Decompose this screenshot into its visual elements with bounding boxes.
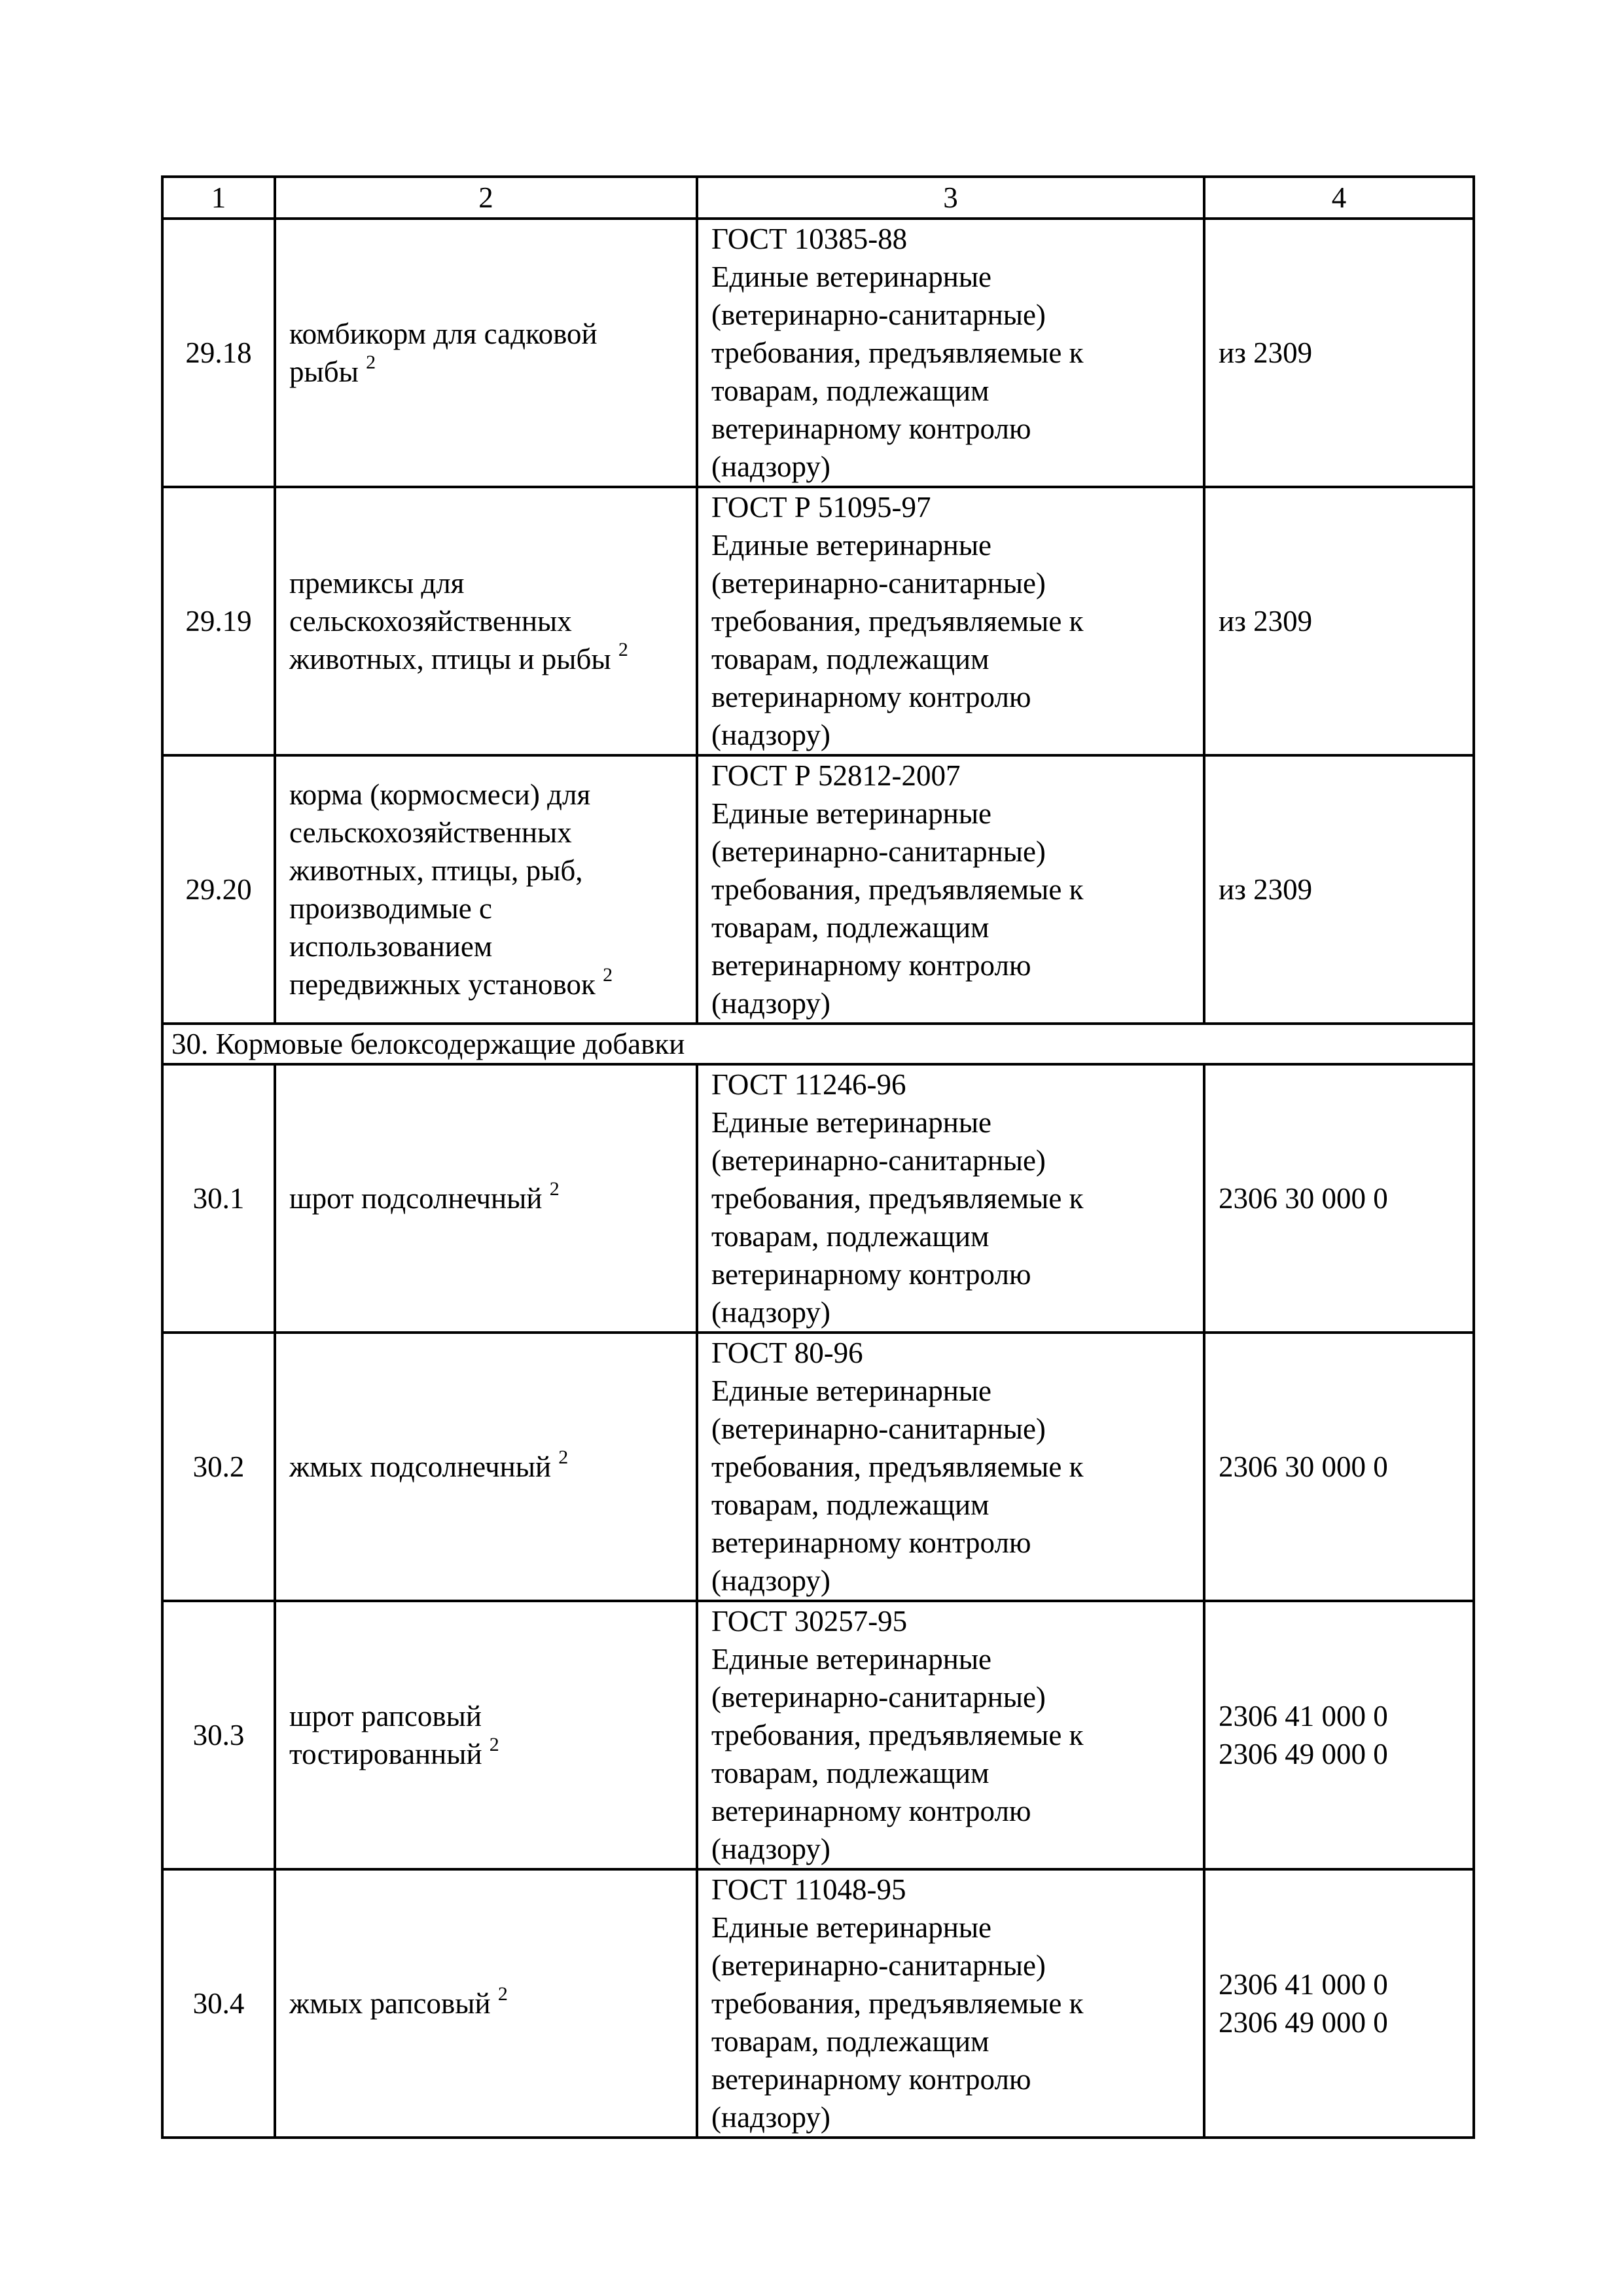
item-name [275, 1869, 697, 2138]
cell-text: Единые ветеринарные [711, 1911, 992, 1944]
cell-text: требования, предъявляемые к [711, 336, 1084, 369]
cell-text: ветеринарному контролю [711, 412, 1031, 445]
cell-text: 2306 41 000 0 [1219, 1700, 1388, 1732]
cell-text: (надзору) [711, 987, 830, 1020]
header-cell-3: 3 [697, 177, 1204, 219]
item-code [1204, 1869, 1474, 2138]
footnote-mark: 2 [549, 1178, 560, 1200]
table-row [162, 755, 1474, 1024]
cell-text: ГОСТ 11246-96 [711, 1068, 906, 1101]
cell-text: (ветеринарно-санитарные) [711, 1144, 1046, 1177]
cell-text: корма (кормосмеси) для [289, 778, 591, 811]
cell-text: требования, предъявляемые к [711, 1719, 1084, 1751]
cell-text: 2306 49 000 0 [1219, 1738, 1388, 1770]
item-code [1204, 1064, 1474, 1333]
item-standard [697, 755, 1204, 1024]
cell-text: тостированный [289, 1738, 482, 1770]
goods-table-body [162, 177, 1474, 2138]
footnote-mark: 2 [497, 1983, 508, 2005]
footnote-mark: 2 [618, 639, 628, 660]
item-number: 29.20 [162, 755, 275, 1024]
cell-text: Единые ветеринарные [711, 1643, 992, 1676]
cell-text: ГОСТ Р 52812-2007 [711, 759, 961, 792]
cell-text: ветеринарному контролю [711, 1526, 1031, 1559]
cell-text: товарам, подлежащим [711, 374, 990, 407]
cell-text: товарам, подлежащим [711, 1220, 990, 1253]
cell-text: ГОСТ 11048-95 [711, 1873, 906, 1906]
cell-text: (ветеринарно-санитарные) [711, 1681, 1046, 1713]
cell-text: (ветеринарно-санитарные) [711, 298, 1046, 331]
cell-text: (ветеринарно-санитарные) [711, 567, 1046, 600]
cell-text: 2306 30 000 0 [1219, 1450, 1388, 1483]
cell-text: товарам, подлежащим [711, 1488, 990, 1521]
item-standard [697, 1333, 1204, 1601]
cell-text: ветеринарному контролю [711, 2063, 1031, 2096]
cell-text: (надзору) [711, 1296, 830, 1329]
cell-text: передвижных установок [289, 968, 596, 1001]
cell-text: ветеринарному контролю [711, 681, 1031, 713]
cell-text: рыбы [289, 355, 359, 388]
item-code [1204, 1601, 1474, 1869]
cell-text: (надзору) [711, 1833, 830, 1865]
footnote-mark: 2 [489, 1734, 499, 1755]
header-cell-2: 2 [275, 177, 697, 219]
item-number: 29.19 [162, 487, 275, 755]
item-standard [697, 1869, 1204, 2138]
header-cell-4: 4 [1204, 177, 1474, 219]
item-code [1204, 1333, 1474, 1601]
cell-text: ветеринарному контролю [711, 1795, 1031, 1827]
cell-text: сельскохозяйственных [289, 816, 572, 849]
item-number: 30.4 [162, 1869, 275, 2138]
cell-text: ГОСТ Р 51095-97 [711, 491, 931, 524]
item-code [1204, 219, 1474, 487]
cell-text: ГОСТ 10385-88 [711, 223, 908, 255]
item-name [275, 1601, 697, 1869]
cell-text: сельскохозяйственных [289, 605, 572, 637]
table-row [162, 1869, 1474, 2138]
header-cell-1: 1 [162, 177, 275, 219]
cell-text: 2306 41 000 0 [1219, 1968, 1388, 2001]
cell-text: товарам, подлежащим [711, 1757, 990, 1789]
cell-text: Единые ветеринарные [711, 1374, 992, 1407]
cell-text: (ветеринарно-санитарные) [711, 835, 1046, 868]
cell-text: шрот подсолнечный [289, 1182, 543, 1215]
item-code [1204, 487, 1474, 755]
table-row [162, 1601, 1474, 1869]
table-row [162, 1064, 1474, 1333]
cell-text: требования, предъявляемые к [711, 873, 1084, 906]
cell-text: животных, птицы, рыб, [289, 854, 583, 887]
cell-text: животных, птицы и рыбы [289, 643, 611, 675]
item-name [275, 487, 697, 755]
item-code [1204, 755, 1474, 1024]
cell-text: из 2309 [1219, 605, 1313, 637]
cell-text: ГОСТ 80-96 [711, 1336, 863, 1369]
item-standard [697, 487, 1204, 755]
footnote-mark: 2 [603, 964, 613, 986]
table-row [162, 487, 1474, 755]
section-row [162, 1024, 1474, 1064]
item-standard [697, 1601, 1204, 1869]
cell-text: ГОСТ 30257-95 [711, 1605, 908, 1638]
item-number: 29.18 [162, 219, 275, 487]
cell-text: комбикорм для садковой [289, 317, 597, 350]
cell-text: использованием [289, 930, 493, 963]
item-number: 30.3 [162, 1601, 275, 1869]
footnote-mark: 2 [366, 351, 376, 373]
item-name [275, 755, 697, 1024]
cell-text: шрот рапсовый [289, 1700, 482, 1732]
item-number: 30.2 [162, 1333, 275, 1601]
cell-text: жмых подсолнечный [289, 1450, 552, 1483]
item-standard [697, 1064, 1204, 1333]
cell-text: товарам, подлежащим [711, 643, 990, 675]
item-name [275, 219, 697, 487]
cell-text: требования, предъявляемые к [711, 1450, 1084, 1483]
cell-text: ветеринарному контролю [711, 1258, 1031, 1291]
cell-text: требования, предъявляемые к [711, 1182, 1084, 1215]
cell-text: производимые с [289, 892, 492, 925]
cell-text: Единые ветеринарные [711, 260, 992, 293]
cell-text: товарам, подлежащим [711, 2025, 990, 2058]
cell-text: (ветеринарно-санитарные) [711, 1412, 1046, 1445]
cell-text: (ветеринарно-санитарные) [711, 1949, 1046, 1982]
item-name [275, 1064, 697, 1333]
item-number: 30.1 [162, 1064, 275, 1333]
item-name [275, 1333, 697, 1601]
cell-text: ветеринарному контролю [711, 949, 1031, 982]
cell-text: (надзору) [711, 450, 830, 483]
cell-text: (надзору) [711, 2101, 830, 2134]
item-standard [697, 219, 1204, 487]
header-row [162, 177, 1474, 219]
cell-text: требования, предъявляемые к [711, 605, 1084, 637]
cell-text: из 2309 [1219, 336, 1313, 369]
cell-text: Единые ветеринарные [711, 797, 992, 830]
cell-text: премиксы для [289, 567, 465, 600]
cell-text: товарам, подлежащим [711, 911, 990, 944]
cell-text: 2306 49 000 0 [1219, 2006, 1388, 2039]
cell-text: 2306 30 000 0 [1219, 1182, 1388, 1215]
section-title: 30. Кормовые белоксодержащие добавки [162, 1024, 1474, 1064]
cell-text: (надзору) [711, 1564, 830, 1597]
footnote-mark: 2 [558, 1446, 569, 1468]
cell-text: из 2309 [1219, 873, 1313, 906]
table-row [162, 1333, 1474, 1601]
cell-text: Единые ветеринарные [711, 529, 992, 562]
cell-text: Единые ветеринарные [711, 1106, 992, 1139]
table-row [162, 219, 1474, 487]
cell-text: (надзору) [711, 719, 830, 751]
cell-text: жмых рапсовый [289, 1987, 491, 2020]
cell-text: требования, предъявляемые к [711, 1987, 1084, 2020]
goods-table [161, 175, 1475, 2139]
